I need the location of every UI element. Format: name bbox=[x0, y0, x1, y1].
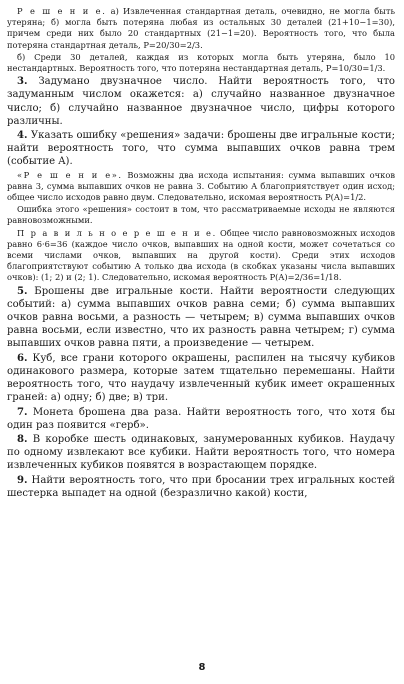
right-solution-label: П р а в и л ь н о е р е ш е н и е. bbox=[17, 227, 217, 238]
problem-7-text: Монета брошена два раза. Найти вероятность того, что хотя бы один раз появится «герб». bbox=[7, 406, 395, 431]
problem-9-number: 9. bbox=[17, 474, 28, 486]
wrong-solution-text: Возможны два исхода испытания: сумма выпавших очков равна 3, сумма выпавших очков не равна 3. Событию A благоприятствует один исход; общее число исходов равно двум. Следовательно, искомая вероятность P(A)=1/2. bbox=[7, 169, 395, 203]
solution-paragraph-b bbox=[7, 52, 395, 74]
solution-paragraph-a bbox=[7, 6, 395, 51]
problem-8-number: 8. bbox=[17, 433, 28, 445]
problem-4-text: Указать ошибку «решения» задачи: брошены две игральные кости; найти вероятность того, что сумма выпавших очков равна трем (событие A). bbox=[7, 130, 395, 168]
problem-8 bbox=[7, 433, 395, 473]
problem-6-number: 6. bbox=[17, 352, 28, 364]
problem-4-wrong-solution bbox=[7, 170, 395, 204]
page-content bbox=[7, 6, 395, 501]
problem-3-number: 3. bbox=[17, 76, 28, 88]
problem-4-right-solution bbox=[7, 228, 395, 284]
page-number: 8 bbox=[198, 662, 206, 673]
error-note-text: Ошибка этого «решения» состоит в том, что рассматриваемые исходы не являются равновозможными. bbox=[7, 204, 395, 226]
problem-7-number: 7. bbox=[17, 406, 28, 418]
problem-6-text: Куб, все грани которого окрашены, распилен на тысячу кубиков одинакового размера, которые затем тщательно перемешаны. Найти вероятность того, что наудачу извлеченный кубик имеет окрашенных граней: а) одну; б) две; в) три. bbox=[7, 352, 395, 404]
problem-3 bbox=[7, 75, 395, 128]
problem-5-text: Брошены две игральные кости. Найти вероятности следующих событий: а) сумма выпавших очков равна семи; б) сумма выпавших очков равна восьми, а разность — четырем; в) сумма выпавших очков равна восьми, если известно, что их разность равна четырем; г) сумма выпавших очков равна пяти, а произведение — четырем. bbox=[7, 285, 395, 350]
wrong-solution-label: «Р е ш е н и е». bbox=[17, 169, 123, 180]
solution-text-a: а) Извлеченная стандартная деталь, очевидно, не могла быть утеряна; б) могла быть потеряна любая из остальных 30 деталей (21+10−1=30), причем среди них было 20 стандартных (21−1=20). Вероятность того, что была потеряна стандартная деталь, P=20/30=2/3. bbox=[7, 6, 395, 50]
problem-9 bbox=[7, 474, 395, 500]
problem-3-text: Задумано двузначное число. Найти вероятность того, что задуманным числом окажется: а) случайно названное двузначное число; б) случайно названное двузначное число, цифры которого различны. bbox=[7, 76, 395, 127]
problem-4-error-note bbox=[7, 204, 395, 226]
solution-text-b: б) Среди 30 деталей, каждая из которых могла быть утеряна, было 10 нестандартных. Вероятность того, что потеряна нестандартная деталь, P=10/30=1/3. bbox=[7, 51, 395, 74]
problem-6 bbox=[7, 352, 395, 405]
problem-8-text: В коробке шесть одинаковых, занумерованных кубиков. Наудачу по одному извлекают все кубики. Найти вероятность того, что номера извлеченных кубиков появятся в возрастающем порядке. bbox=[7, 433, 395, 472]
problem-5 bbox=[7, 285, 395, 351]
solution-label: Р е ш е н и е. bbox=[17, 6, 107, 16]
right-solution-text: Общее число равновозможных исходов равно 6·6=36 (каждое число очков, выпавших на одной кости, может сочетаться со всеми числами очков, выпавших на другой кости). Среди этих исходов благоприятствуют событию A только два исхода (в скобках указаны числа выпавших очков): (1; 2) и (2; 1). Следовательно, искомая вероятность P(A)=2/36=1/18. bbox=[7, 227, 395, 283]
problem-4 bbox=[7, 129, 395, 169]
problem-7 bbox=[7, 406, 395, 432]
problem-9-text: Найти вероятность того, что при бросании трех игральных костей шестерка выпадет на одной (безразлично какой) кости, bbox=[7, 474, 395, 499]
problem-4-number: 4. bbox=[17, 130, 28, 142]
problem-5-number: 5. bbox=[17, 285, 28, 297]
